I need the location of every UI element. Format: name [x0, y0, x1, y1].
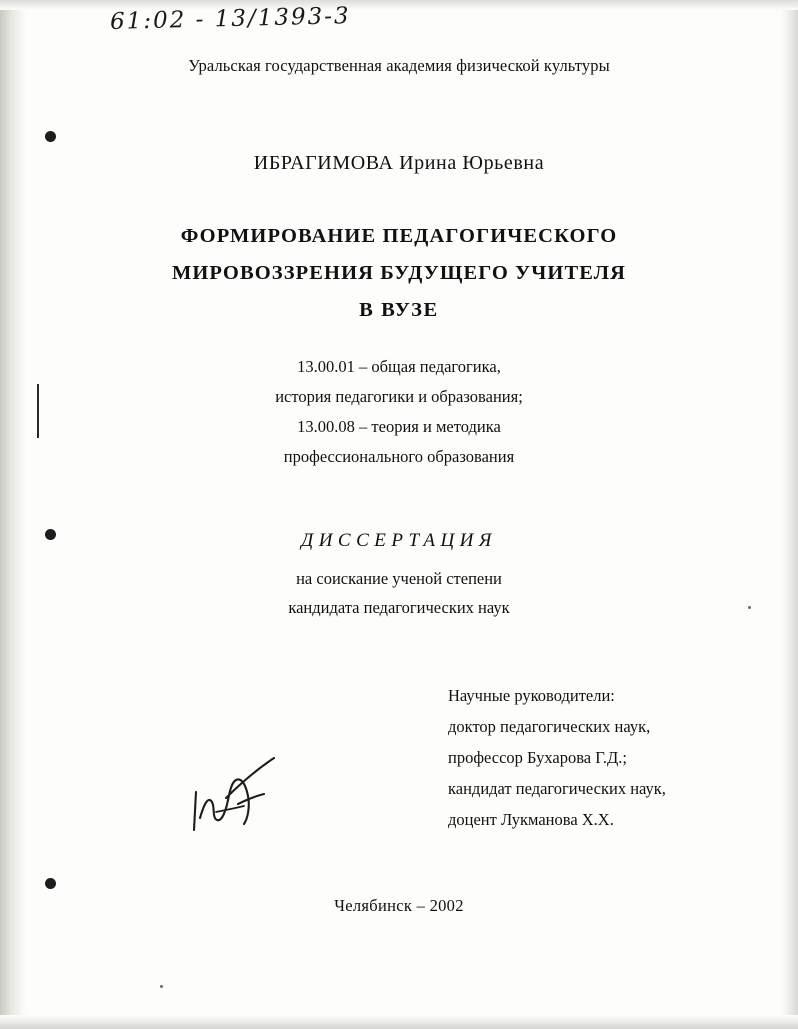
institution-name: Уральская государственная академия физической культуры	[188, 56, 610, 75]
specialty-line: профессионального образования	[283, 447, 515, 466]
author-name: ИБРАГИМОВА Ирина Юрьевна	[253, 152, 545, 174]
academic-advisors	[448, 680, 748, 835]
degree-line: кандидата педагогических наук	[288, 598, 510, 617]
handwritten-shelf-mark: 61:02 - 13/1393-3	[109, 3, 351, 35]
title-line: МИРОВОЗЗРЕНИЯ БУДУЩЕГО УЧИТЕЛЯ	[171, 262, 627, 284]
advisor-line: доцент Лукманова Х.Х.	[448, 810, 614, 829]
binding-hole-mark	[45, 131, 56, 142]
specialty-line: 13.00.08 – теория и методика	[297, 417, 501, 436]
advisors-heading: Научные руководители:	[448, 686, 615, 705]
dissertation-title	[0, 218, 798, 329]
degree-line: на соискание ученой степени	[296, 569, 502, 588]
specialty-line: 13.00.01 – общая педагогика,	[297, 357, 501, 376]
scan-edge-bottom	[0, 1015, 798, 1029]
handwritten-signature	[186, 752, 306, 842]
advisor-line: кандидат педагогических наук,	[448, 779, 666, 798]
specialty-codes	[0, 352, 798, 472]
title-line: В ВУЗЕ	[359, 299, 439, 321]
advisor-line: профессор Бухарова Г.Д.;	[448, 748, 627, 767]
specialty-line: история педагогики и образования;	[275, 387, 523, 406]
advisor-line: доктор педагогических наук,	[448, 717, 651, 736]
title-line: ФОРМИРОВАНИЕ ПЕДАГОГИЧЕСКОГО	[180, 225, 618, 247]
binding-hole-mark	[45, 878, 56, 889]
degree-statement	[0, 564, 798, 622]
place-and-year: Челябинск – 2002	[334, 896, 464, 915]
scan-speck	[160, 985, 163, 988]
document-type-label: ДИССЕРТАЦИЯ	[301, 530, 497, 551]
